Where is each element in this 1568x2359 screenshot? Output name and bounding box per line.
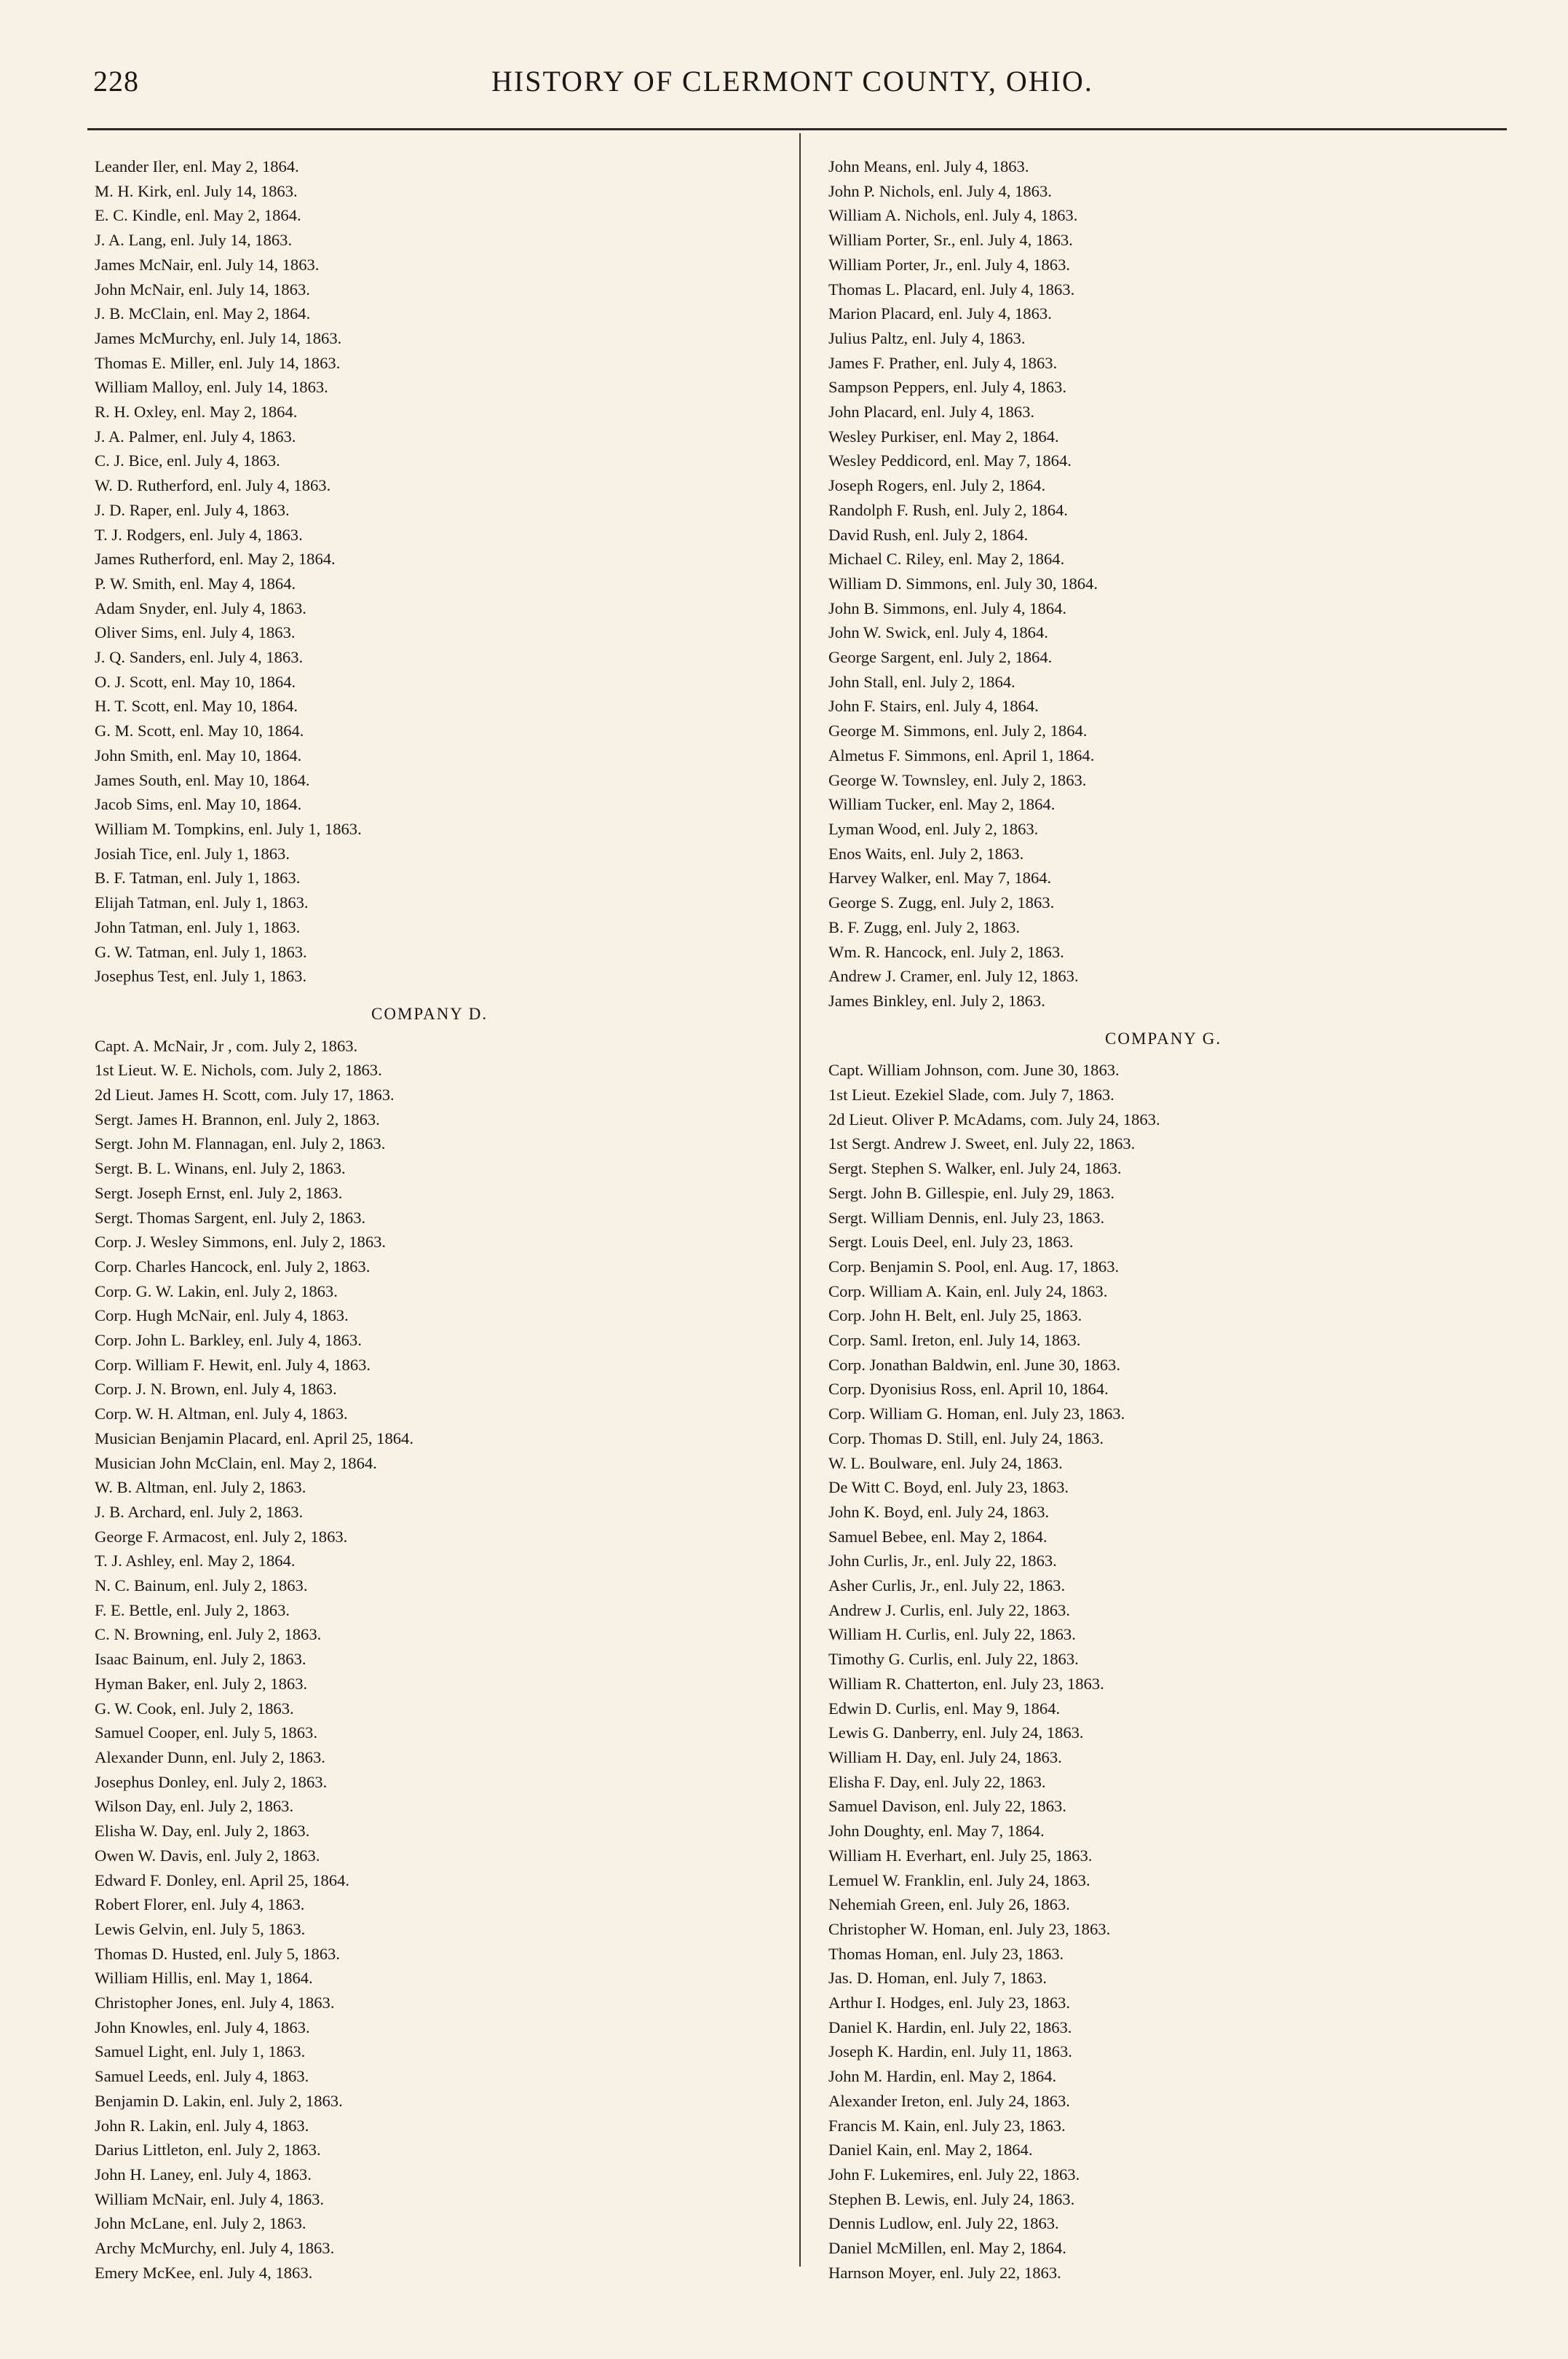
company-d-roster bbox=[95, 1034, 772, 2285]
roster-entry: Alexander Dunn, enl. July 2, 1863. bbox=[95, 1748, 325, 1766]
roster-entry: Christopher Jones, enl. July 4, 1863. bbox=[95, 1994, 335, 2012]
roster-entry: R. H. Oxley, enl. May 2, 1864. bbox=[95, 403, 298, 422]
page-number: 228 bbox=[93, 65, 139, 98]
roster-entry: Joseph Rogers, enl. July 2, 1864. bbox=[828, 476, 1046, 495]
roster-entry: George F. Armacost, enl. July 2, 1863. bbox=[95, 1527, 348, 1546]
roster-entry: Thomas D. Husted, enl. July 5, 1863. bbox=[95, 1944, 340, 1963]
roster-entry: John M. Hardin, enl. May 2, 1864. bbox=[828, 2067, 1057, 2086]
roster-entry: John Placard, enl. July 4, 1863. bbox=[828, 403, 1035, 422]
roster-entry: Francis M. Kain, enl. July 23, 1863. bbox=[828, 2116, 1066, 2135]
roster-entry: Musician Benjamin Placard, enl. April 25, 1864. bbox=[95, 1429, 413, 1447]
roster-entry: John F. Stairs, enl. July 4, 1864. bbox=[828, 697, 1039, 716]
roster-entry: 1st Lieut. W. E. Nichols, com. July 2, 1863. bbox=[95, 1061, 382, 1080]
company-d-heading: COMPANY D. bbox=[371, 1004, 488, 1023]
roster-entry: T. J. Ashley, enl. May 2, 1864. bbox=[95, 1552, 296, 1570]
roster-entry: Lyman Wood, enl. July 2, 1863. bbox=[828, 819, 1039, 838]
roster-entry: James McNair, enl. July 14, 1863. bbox=[95, 255, 320, 274]
roster-entry: Asher Curlis, Jr., enl. July 22, 1863. bbox=[828, 1576, 1066, 1595]
roster-entry: Edward F. Donley, enl. April 25, 1864. bbox=[95, 1870, 350, 1889]
roster-entry: James F. Prather, enl. July 4, 1863. bbox=[828, 353, 1058, 372]
roster-entry: Almetus F. Simmons, enl. April 1, 1864. bbox=[828, 746, 1095, 764]
roster-entry: Sergt. William Dennis, enl. July 23, 1863. bbox=[828, 1208, 1105, 1227]
roster-entry: George S. Zugg, enl. July 2, 1863. bbox=[828, 893, 1055, 912]
roster-entry: Daniel Kain, enl. May 2, 1864. bbox=[828, 2141, 1033, 2160]
roster-entry: George W. Townsley, enl. July 2, 1863. bbox=[828, 770, 1087, 789]
roster-entry: John McNair, enl. July 14, 1863. bbox=[95, 280, 310, 299]
roster-entry: James Binkley, enl. July 2, 1863. bbox=[828, 991, 1045, 1010]
roster-entry: Capt. William Johnson, com. June 30, 1863. bbox=[828, 1061, 1120, 1080]
roster-entry: George M. Simmons, enl. July 2, 1864. bbox=[828, 722, 1088, 740]
roster-entry: Isaac Bainum, enl. July 2, 1863. bbox=[95, 1650, 306, 1669]
roster-entry: Randolph F. Rush, enl. July 2, 1864. bbox=[828, 500, 1068, 519]
roster-entry: Timothy G. Curlis, enl. July 22, 1863. bbox=[828, 1650, 1079, 1669]
roster-entry: Enos Waits, enl. July 2, 1863. bbox=[828, 844, 1024, 863]
roster-entry: Musician John McClain, enl. May 2, 1864. bbox=[95, 1453, 377, 1472]
roster-entry: J. A. Palmer, enl. July 4, 1863. bbox=[95, 427, 296, 446]
roster-entry: John Tatman, enl. July 1, 1863. bbox=[95, 917, 301, 936]
roster-entry: Daniel K. Hardin, enl. July 22, 1863. bbox=[828, 2018, 1072, 2036]
roster-entry: Wm. R. Hancock, enl. July 2, 1863. bbox=[828, 942, 1064, 961]
roster-entry: P. W. Smith, enl. May 4, 1864. bbox=[95, 574, 296, 593]
roster-entry: Corp. Benjamin S. Pool, enl. Aug. 17, 1863. bbox=[828, 1257, 1120, 1276]
roster-entry: Wesley Peddicord, enl. May 7, 1864. bbox=[828, 451, 1072, 470]
roster-entry: Jas. D. Homan, enl. July 7, 1863. bbox=[828, 1969, 1047, 1988]
header-rule bbox=[87, 128, 1507, 130]
company-g-roster bbox=[828, 1058, 1505, 2285]
roster-entry: G. W. Tatman, enl. July 1, 1863. bbox=[95, 942, 307, 961]
roster-entry: John Means, enl. July 4, 1863. bbox=[828, 157, 1029, 175]
roster-entry: Thomas L. Placard, enl. July 4, 1863. bbox=[828, 280, 1075, 299]
roster-entry: Edwin D. Curlis, enl. May 9, 1864. bbox=[828, 1699, 1061, 1718]
roster-entry: Alexander Ireton, enl. July 24, 1863. bbox=[828, 2091, 1070, 2110]
roster-entry: Wilson Day, enl. July 2, 1863. bbox=[95, 1797, 294, 1816]
roster-entry: Lewis Gelvin, enl. July 5, 1863. bbox=[95, 1919, 306, 1938]
roster-entry: Sergt. Louis Deel, enl. July 23, 1863. bbox=[828, 1233, 1074, 1252]
roster-entry: 1st Sergt. Andrew J. Sweet, enl. July 22, 1863. bbox=[828, 1134, 1136, 1153]
roster-entry: William Tucker, enl. May 2, 1864. bbox=[828, 795, 1056, 814]
roster-entry: Sergt. Thomas Sargent, enl. July 2, 1863. bbox=[95, 1208, 366, 1227]
roster-entry: Jacob Sims, enl. May 10, 1864. bbox=[95, 795, 302, 814]
roster-entry: Dennis Ludlow, enl. July 22, 1863. bbox=[828, 2214, 1059, 2233]
roster-entry: John Curlis, Jr., enl. July 22, 1863. bbox=[828, 1552, 1057, 1570]
roster-entry: William McNair, enl. July 4, 1863. bbox=[95, 2189, 325, 2208]
running-title: HISTORY OF CLERMONT COUNTY, OHIO. bbox=[491, 65, 1093, 98]
roster-entry: James South, enl. May 10, 1864. bbox=[95, 770, 310, 789]
roster-entry: James McMurchy, enl. July 14, 1863. bbox=[95, 328, 342, 347]
right-roster-continued bbox=[828, 154, 1505, 1013]
roster-entry: W. D. Rutherford, enl. July 4, 1863. bbox=[95, 476, 331, 495]
roster-entry: John W. Swick, enl. July 4, 1864. bbox=[828, 623, 1048, 642]
roster-entry: Josephus Test, enl. July 1, 1863. bbox=[95, 967, 307, 986]
roster-entry: Elisha W. Day, enl. July 2, 1863. bbox=[95, 1822, 310, 1841]
roster-entry: Corp. J. Wesley Simmons, enl. July 2, 1863. bbox=[95, 1233, 387, 1252]
roster-entry: Thomas Homan, enl. July 23, 1863. bbox=[828, 1944, 1064, 1963]
roster-entry: M. H. Kirk, enl. July 14, 1863. bbox=[95, 181, 298, 200]
roster-entry: William H. Day, enl. July 24, 1863. bbox=[828, 1748, 1062, 1766]
roster-entry: Samuel Leeds, enl. July 4, 1863. bbox=[95, 2067, 309, 2086]
roster-entry: Adam Snyder, enl. July 4, 1863. bbox=[95, 598, 306, 617]
roster-entry: Marion Placard, enl. July 4, 1863. bbox=[828, 304, 1052, 323]
roster-entry: B. F. Tatman, enl. July 1, 1863. bbox=[95, 869, 301, 888]
roster-entry: James Rutherford, enl. May 2, 1864. bbox=[95, 550, 336, 569]
roster-entry: Christopher W. Homan, enl. July 23, 1863. bbox=[828, 1919, 1111, 1938]
company-g-heading: COMPANY G. bbox=[1105, 1029, 1222, 1048]
roster-entry: C. J. Bice, enl. July 4, 1863. bbox=[95, 451, 280, 470]
roster-entry: Corp. J. N. Brown, enl. July 4, 1863. bbox=[95, 1380, 337, 1399]
roster-entry: William R. Chatterton, enl. July 23, 1863. bbox=[828, 1674, 1104, 1693]
roster-entry: Wesley Purkiser, enl. May 2, 1864. bbox=[828, 427, 1059, 446]
roster-entry: Corp. William A. Kain, enl. July 24, 1863. bbox=[828, 1281, 1108, 1300]
roster-entry: William M. Tompkins, enl. July 1, 1863. bbox=[95, 819, 362, 838]
roster-entry: Josiah Tice, enl. July 1, 1863. bbox=[95, 844, 290, 863]
roster-entry: Hyman Baker, enl. July 2, 1863. bbox=[95, 1674, 308, 1693]
roster-entry: William A. Nichols, enl. July 4, 1863. bbox=[828, 206, 1078, 225]
roster-entry: John P. Nichols, enl. July 4, 1863. bbox=[828, 181, 1052, 200]
roster-entry: Leander Iler, enl. May 2, 1864. bbox=[95, 157, 299, 175]
roster-entry: Nehemiah Green, enl. July 26, 1863. bbox=[828, 1895, 1070, 1914]
roster-entry: John Doughty, enl. May 7, 1864. bbox=[828, 1822, 1045, 1841]
roster-entry: J. D. Raper, enl. July 4, 1863. bbox=[95, 500, 290, 519]
roster-entry: Archy McMurchy, enl. July 4, 1863. bbox=[95, 2239, 335, 2258]
roster-entry: Corp. Hugh McNair, enl. July 4, 1863. bbox=[95, 1306, 349, 1325]
roster-entry: Corp. Saml. Ireton, enl. July 14, 1863. bbox=[828, 1331, 1081, 1350]
roster-entry: William H. Everhart, enl. July 25, 1863. bbox=[828, 1846, 1093, 1865]
roster-entry: Thomas E. Miller, enl. July 14, 1863. bbox=[95, 353, 341, 372]
roster-entry: Samuel Cooper, enl. July 5, 1863. bbox=[95, 1723, 317, 1742]
roster-entry: F. E. Bettle, enl. July 2, 1863. bbox=[95, 1600, 290, 1619]
roster-entry: Julius Paltz, enl. July 4, 1863. bbox=[828, 328, 1026, 347]
roster-entry: Arthur I. Hodges, enl. July 23, 1863. bbox=[828, 1994, 1070, 2012]
roster-entry: Sergt. Stephen S. Walker, enl. July 24, 1863. bbox=[828, 1159, 1122, 1178]
roster-entry: George Sargent, enl. July 2, 1864. bbox=[828, 648, 1053, 667]
roster-entry: Harnson Moyer, enl. July 22, 1863. bbox=[828, 2263, 1061, 2282]
roster-entry: Sergt. John B. Gillespie, enl. July 29, 1863. bbox=[828, 1183, 1115, 1202]
roster-entry: John B. Simmons, enl. July 4, 1864. bbox=[828, 598, 1067, 617]
roster-entry: Owen W. Davis, enl. July 2, 1863. bbox=[95, 1846, 320, 1865]
roster-entry: Capt. A. McNair, Jr , com. July 2, 1863. bbox=[95, 1036, 358, 1055]
roster-entry: J. Q. Sanders, enl. July 4, 1863. bbox=[95, 648, 304, 667]
roster-entry: Corp. William G. Homan, enl. July 23, 1863. bbox=[828, 1404, 1125, 1423]
roster-entry: Lewis G. Danberry, enl. July 24, 1863. bbox=[828, 1723, 1084, 1742]
roster-entry: Corp. W. H. Altman, enl. July 4, 1863. bbox=[95, 1404, 348, 1423]
roster-entry: Sampson Peppers, enl. July 4, 1863. bbox=[828, 378, 1066, 397]
roster-entry: Corp. John L. Barkley, enl. July 4, 1863. bbox=[95, 1331, 362, 1350]
roster-entry: Daniel McMillen, enl. May 2, 1864. bbox=[828, 2239, 1066, 2258]
roster-entry: N. C. Bainum, enl. July 2, 1863. bbox=[95, 1576, 308, 1595]
roster-entry: William Malloy, enl. July 14, 1863. bbox=[95, 378, 328, 397]
roster-entry: Lemuel W. Franklin, enl. July 24, 1863. bbox=[828, 1870, 1090, 1889]
roster-entry: John Smith, enl. May 10, 1864. bbox=[95, 746, 302, 764]
roster-entry: Samuel Bebee, enl. May 2, 1864. bbox=[828, 1527, 1048, 1546]
roster-entry: Corp. Jonathan Baldwin, enl. June 30, 1863. bbox=[828, 1355, 1120, 1374]
roster-entry: De Witt C. Boyd, enl. July 23, 1863. bbox=[828, 1478, 1069, 1497]
roster-entry: David Rush, enl. July 2, 1864. bbox=[828, 525, 1029, 544]
roster-entry: Sergt. John M. Flannagan, enl. July 2, 1863. bbox=[95, 1134, 386, 1153]
roster-entry: Andrew J. Curlis, enl. July 22, 1863. bbox=[828, 1600, 1070, 1619]
roster-entry: Samuel Light, enl. July 1, 1863. bbox=[95, 2042, 306, 2061]
roster-entry: Josephus Donley, enl. July 2, 1863. bbox=[95, 1772, 328, 1791]
roster-entry: John F. Lukemires, enl. July 22, 1863. bbox=[828, 2165, 1080, 2184]
roster-entry: G. M. Scott, enl. May 10, 1864. bbox=[95, 722, 304, 740]
roster-entry: William Porter, Sr., enl. July 4, 1863. bbox=[828, 231, 1073, 250]
roster-entry: William Hillis, enl. May 1, 1864. bbox=[95, 1969, 313, 1988]
roster-entry: Oliver Sims, enl. July 4, 1863. bbox=[95, 623, 296, 642]
roster-entry: John McLane, enl. July 2, 1863. bbox=[95, 2214, 306, 2233]
right-column bbox=[828, 154, 1505, 2285]
roster-entry: Stephen B. Lewis, enl. July 24, 1863. bbox=[828, 2189, 1075, 2208]
roster-entry: Corp. John H. Belt, enl. July 25, 1863. bbox=[828, 1306, 1082, 1325]
roster-entry: W. B. Altman, enl. July 2, 1863. bbox=[95, 1478, 306, 1497]
roster-entry: Corp. Thomas D. Still, enl. July 24, 1863. bbox=[828, 1429, 1104, 1447]
roster-entry: Corp. G. W. Lakin, enl. July 2, 1863. bbox=[95, 1281, 338, 1300]
roster-entry: Elisha F. Day, enl. July 22, 1863. bbox=[828, 1772, 1046, 1791]
roster-entry: B. F. Zugg, enl. July 2, 1863. bbox=[828, 917, 1021, 936]
roster-entry: T. J. Rodgers, enl. July 4, 1863. bbox=[95, 525, 303, 544]
roster-entry: Corp. Dyonisius Ross, enl. April 10, 1864. bbox=[828, 1380, 1109, 1399]
roster-entry: Emery McKee, enl. July 4, 1863. bbox=[95, 2263, 313, 2282]
roster-entry: Elijah Tatman, enl. July 1, 1863. bbox=[95, 893, 309, 912]
roster-entry: Corp. Charles Hancock, enl. July 2, 1863. bbox=[95, 1257, 371, 1276]
roster-entry: Samuel Davison, enl. July 22, 1863. bbox=[828, 1797, 1066, 1816]
roster-entry: C. N. Browning, enl. July 2, 1863. bbox=[95, 1625, 322, 1644]
roster-entry: Sergt. Joseph Ernst, enl. July 2, 1863. bbox=[95, 1183, 343, 1202]
roster-entry: W. L. Boulware, enl. July 24, 1863. bbox=[828, 1453, 1063, 1472]
roster-entry: John Stall, enl. July 2, 1864. bbox=[828, 672, 1015, 691]
roster-entry: John R. Lakin, enl. July 4, 1863. bbox=[95, 2116, 309, 2135]
left-column bbox=[95, 154, 772, 2285]
roster-entry: Corp. William F. Hewit, enl. July 4, 1863. bbox=[95, 1355, 371, 1374]
roster-entry: Harvey Walker, enl. May 7, 1864. bbox=[828, 869, 1052, 888]
roster-entry: John Knowles, enl. July 4, 1863. bbox=[95, 2018, 310, 2036]
roster-entry: J. A. Lang, enl. July 14, 1863. bbox=[95, 231, 293, 250]
roster-entry: Michael C. Riley, enl. May 2, 1864. bbox=[828, 550, 1065, 569]
roster-entry: John K. Boyd, enl. July 24, 1863. bbox=[828, 1502, 1050, 1521]
roster-entry: Andrew J. Cramer, enl. July 12, 1863. bbox=[828, 967, 1079, 986]
roster-entry: J. B. McClain, enl. May 2, 1864. bbox=[95, 304, 311, 323]
roster-entry: H. T. Scott, enl. May 10, 1864. bbox=[95, 697, 298, 716]
roster-entry: 1st Lieut. Ezekiel Slade, com. July 7, 1863. bbox=[828, 1086, 1114, 1105]
roster-entry: G. W. Cook, enl. July 2, 1863. bbox=[95, 1699, 294, 1718]
roster-entry: J. B. Archard, enl. July 2, 1863. bbox=[95, 1502, 304, 1521]
left-roster-continued bbox=[95, 154, 772, 989]
roster-entry: 2d Lieut. Oliver P. McAdams, com. July 24, 1863. bbox=[828, 1110, 1160, 1129]
roster-entry: E. C. Kindle, enl. May 2, 1864. bbox=[95, 206, 301, 225]
roster-entry: Benjamin D. Lakin, enl. July 2, 1863. bbox=[95, 2091, 343, 2110]
roster-entry: Joseph K. Hardin, enl. July 11, 1863. bbox=[828, 2042, 1072, 2061]
roster-entry: O. J. Scott, enl. May 10, 1864. bbox=[95, 672, 296, 691]
roster-entry: William H. Curlis, enl. July 22, 1863. bbox=[828, 1625, 1076, 1644]
roster-entry: William D. Simmons, enl. July 30, 1864. bbox=[828, 574, 1098, 593]
roster-entry: William Porter, Jr., enl. July 4, 1863. bbox=[828, 255, 1071, 274]
page-header bbox=[87, 64, 1507, 108]
roster-entry: 2d Lieut. James H. Scott, com. July 17, 1863. bbox=[95, 1086, 395, 1105]
roster-entry: John H. Laney, enl. July 4, 1863. bbox=[95, 2165, 312, 2184]
roster-entry: Sergt. James H. Brannon, enl. July 2, 1863. bbox=[95, 1110, 380, 1129]
column-divider bbox=[799, 133, 801, 2267]
roster-entry: Robert Florer, enl. July 4, 1863. bbox=[95, 1895, 305, 1914]
roster-entry: Sergt. B. L. Winans, enl. July 2, 1863. bbox=[95, 1159, 346, 1178]
roster-entry: Darius Littleton, enl. July 2, 1863. bbox=[95, 2141, 321, 2160]
